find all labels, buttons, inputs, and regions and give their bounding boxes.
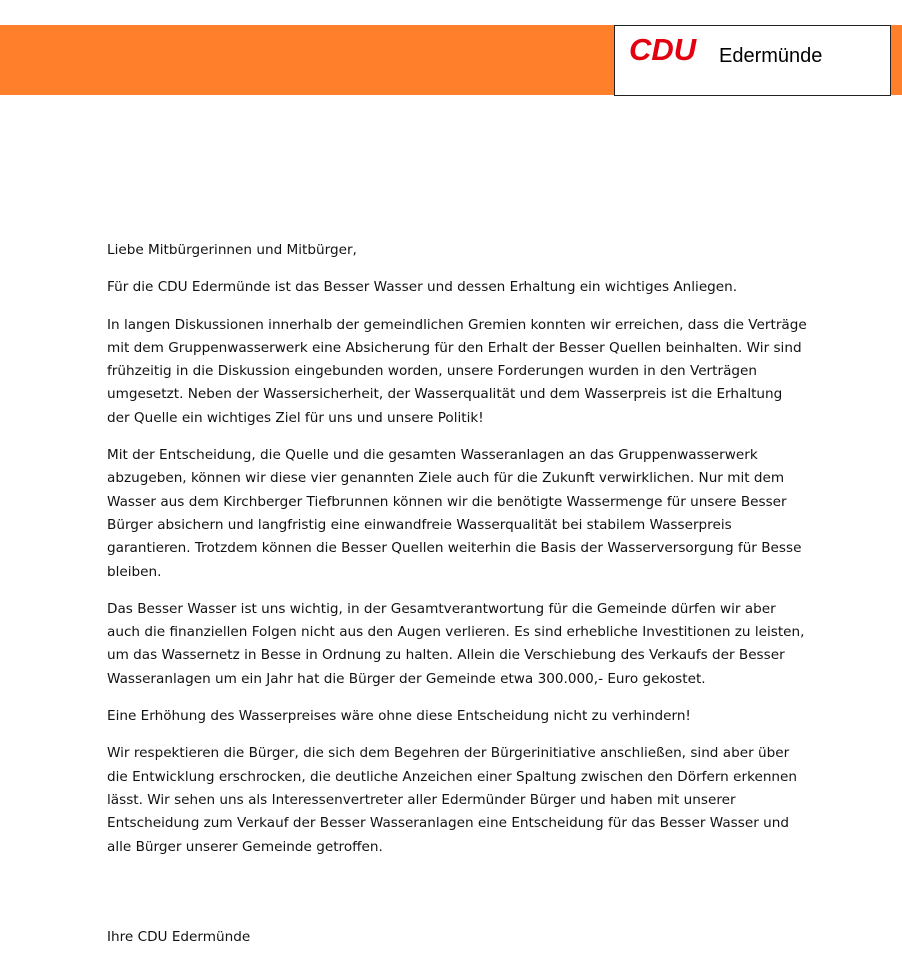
letter-paragraph: Für die CDU Edermünde ist das Besser Wasser und dessen Erhaltung ein wichtiges Anliegen. xyxy=(107,279,738,296)
logo-party-name: CDU xyxy=(629,32,697,67)
letter-paragraph: Wir respektieren die Bürger, die sich dem Begehren der Bürgerinitiative anschließen, sind aber über die Entwicklung erschrocken, die deutliche Anzeichen einer Spaltung zwischen den Dörfern erkennen lässt. Wir sehen uns als Interessenvertreter aller Edermünder Bürger und haben mit unserer Entscheidung zum Verkauf der Besser Wasseranlagen eine Entscheidung für das Besser Wasser und alle Bürger unserer Gemeinde getroffen. xyxy=(107,745,798,855)
letter-paragraph: Mit der Entscheidung, die Quelle und die gesamten Wasseranlagen an das Gruppenwasserwerk abzugeben, können wir diese vier genannten Ziele auch für die Zukunft verwirklichen. Nur mit dem Wasser aus dem Kirchberger Tiefbrunnen können wir die benötigte Wassermenge für unsere Besser Bürger absichern und langfristig eine einwandfreie Wasserqualität bei stabilem Wasserpreis garantieren. Trotzdem können die Besser Quellen weiterhin die Basis der Wasserversorgung für Besse bleiben. xyxy=(107,447,802,580)
letter-body xyxy=(107,239,807,873)
letter-paragraph: In langen Diskussionen innerhalb der gemeindlichen Gremien konnten wir erreichen, dass die Verträge mit dem Gruppenwasserwerk eine Absicherung für den Erhalt der Besser Quellen beinhalten. Wir sind frühzeitig in die Diskussion eingebunden worden, unsere Forderungen wurden in den Verträgen umgesetzt. Neben der Wassersicherheit, der Wasserqualität und dem Wasserpreis ist die Erhaltung der Quelle ein wichtiges Ziel für uns und unsere Politik! xyxy=(107,316,807,426)
letter-paragraph: Das Besser Wasser ist uns wichtig, in der Gesamtverantwortung für die Gemeinde dürfen wir aber auch die finanziellen Folgen nicht aus den Augen verlieren. Es sind erhebliche Investitionen zu leisten, um das Wassernetz in Besse in Ordnung zu halten. Allein die Verschiebung des Verkaufs der Besser Wasseranlagen um ein Jahr hat die Bürger der Gemeinde etwa 300.000,- Euro gekostet. xyxy=(107,600,805,687)
letter-paragraph: Eine Erhöhung des Wasserpreises wäre ohne diese Entscheidung nicht zu verhindern! xyxy=(107,708,691,725)
party-logo xyxy=(614,25,891,96)
letter-signature: Ihre CDU Edermünde xyxy=(107,929,251,945)
letter-salutation: Liebe Mitbürgerinnen und Mitbürger, xyxy=(107,242,357,258)
logo-place-name: Edermünde xyxy=(719,45,823,67)
